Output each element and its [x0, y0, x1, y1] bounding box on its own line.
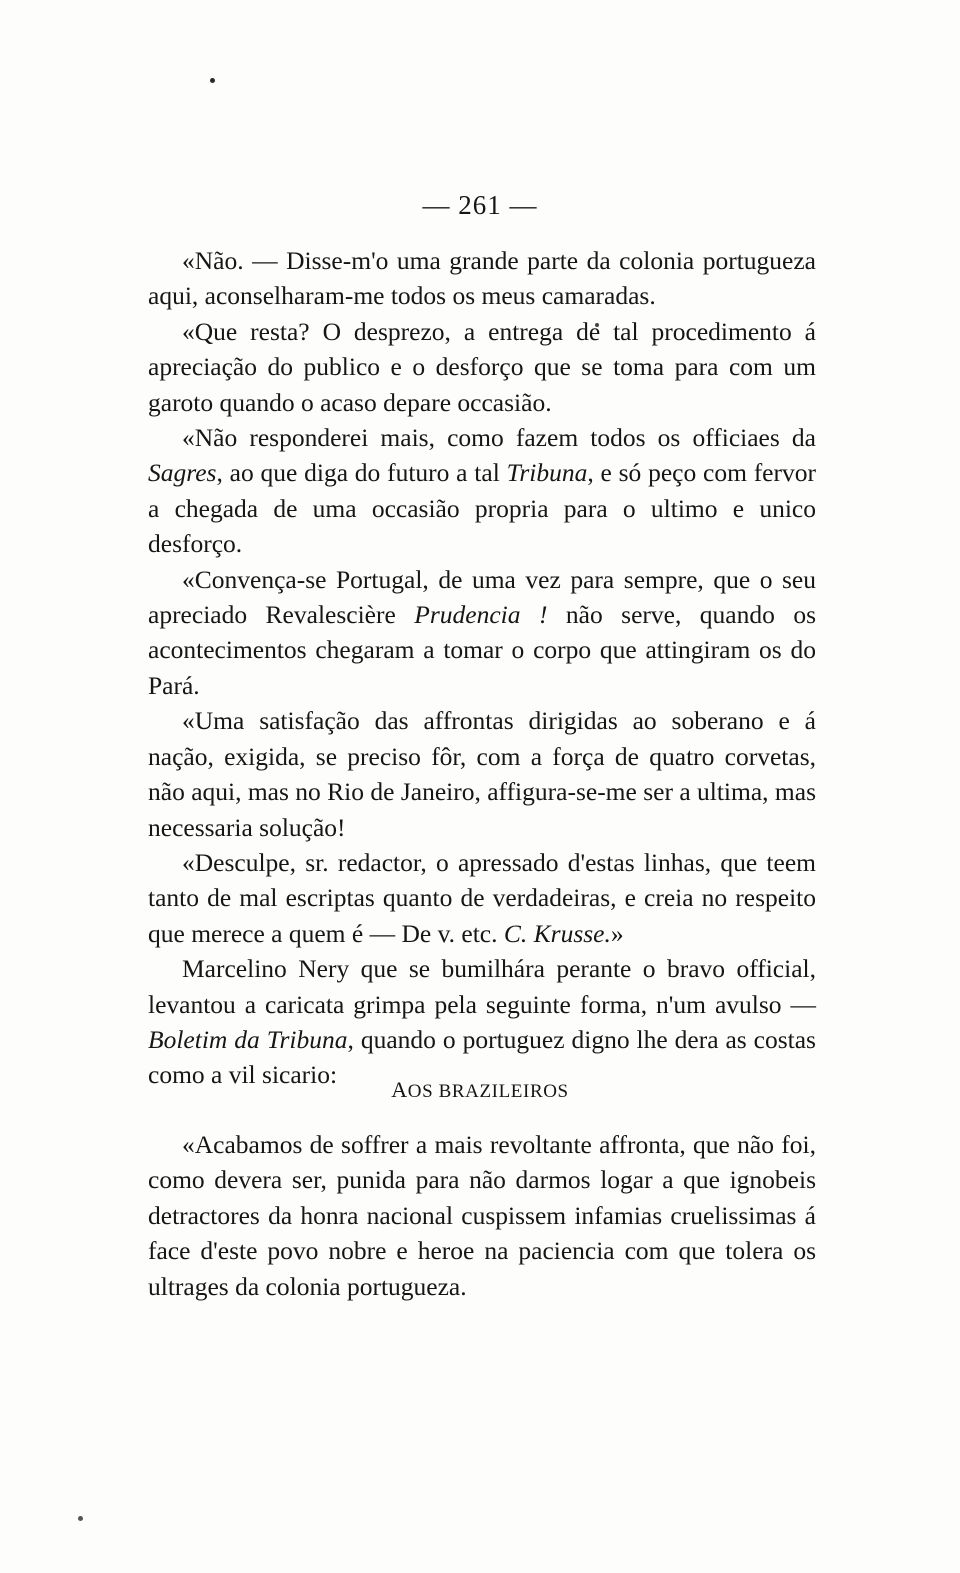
paragraph-3 [148, 420, 816, 562]
paragraph-3-part-a: «Não responderei mais, como fazem todos os officiaes da [182, 423, 816, 453]
ink-speck-bottom [78, 1516, 83, 1521]
section-heading-initial: A [391, 1077, 408, 1102]
paragraph-5: «Uma satisfação das affrontas dirigidas ao soberano e á nação, exigida, se preciso fôr, com a força de quatro corvetas, não aqui, mas no Rio de Janeiro, affigura-se-me ser a ultima, mas necessaria solução! [148, 706, 816, 842]
paragraph-6-italic-signature: C. Krusse. [503, 918, 611, 948]
paragraph-1: «Não. — Disse-m'o uma grande parte da colonia portugueza aqui, aconselharam-me todos os meus camaradas. [148, 246, 816, 311]
paragraph-4-italic-prudencia: Prudencia ! [414, 600, 548, 630]
paragraph-4 [148, 562, 816, 704]
paragraph-3-part-b: , ao que diga do futuro a tal [216, 458, 507, 488]
tail-paragraph: «Acabamos de soffrer a mais revoltante affronta, que não foi, como devera ser, punida para não darmos logar a que ignobeis detractores da honra nacional cuspissem infamias cruelissimas á face d'este povo nobre e heroe na paciencia com que tolera os ultrages da colonia portugueza. [148, 1130, 816, 1301]
paragraph-3-italic-tribuna: Tribuna [506, 458, 588, 488]
paragraph-7-italic-boletim: Boletim da Tribuna [148, 1024, 348, 1054]
paragraph-4-part-b: não serve, quando os acontecimentos chegaram a tomar o corpo que attingiram os do Pará. [148, 600, 816, 700]
ink-speck-top [210, 78, 215, 83]
body-text-block [148, 243, 816, 1093]
paragraph-6-part-b: » [610, 918, 624, 948]
paragraph-6 [148, 845, 816, 951]
paragraph-2: «Que resta? O desprezo, a entrega de tal procedimento á apreciação do publico e o desforço que se toma para com um garoto quando o acaso depare occasião. [148, 316, 816, 417]
tail-text-block [148, 1127, 816, 1304]
paragraph-3-italic-sagres: Sagres [148, 458, 217, 488]
section-heading-rest: OS BRAZILEIROS [407, 1081, 569, 1102]
paragraph-3-part-c: , e só peço com fervor a chegada de uma occasião propria para o ultimo e unico desforço. [148, 458, 816, 559]
paragraph-7-part-a: Marcelino Nery que se bumilhára perante o bravo official, levantou a caricata grimpa pela seguinte forma, n'um avulso — [148, 954, 816, 1019]
paragraph-4-part-a: «Convença-se Portugal, de uma vez para sempre, que o seu apreciado Revalescière [148, 564, 816, 630]
paragraph-6-part-a: «Desculpe, sr. redactor, o apressado d'estas linhas, que teem tanto de mal escriptas quanto de verdadeiras, e creia no respeito que merece a quem é — De v. etc. [148, 847, 816, 948]
paragraph-7-part-b: , quando o portuguez digno lhe dera as costas como a vil sicario: [148, 1024, 816, 1090]
paragraph-7 [148, 951, 816, 1093]
page-number: — 261 — [422, 190, 538, 220]
section-heading [0, 1077, 960, 1103]
